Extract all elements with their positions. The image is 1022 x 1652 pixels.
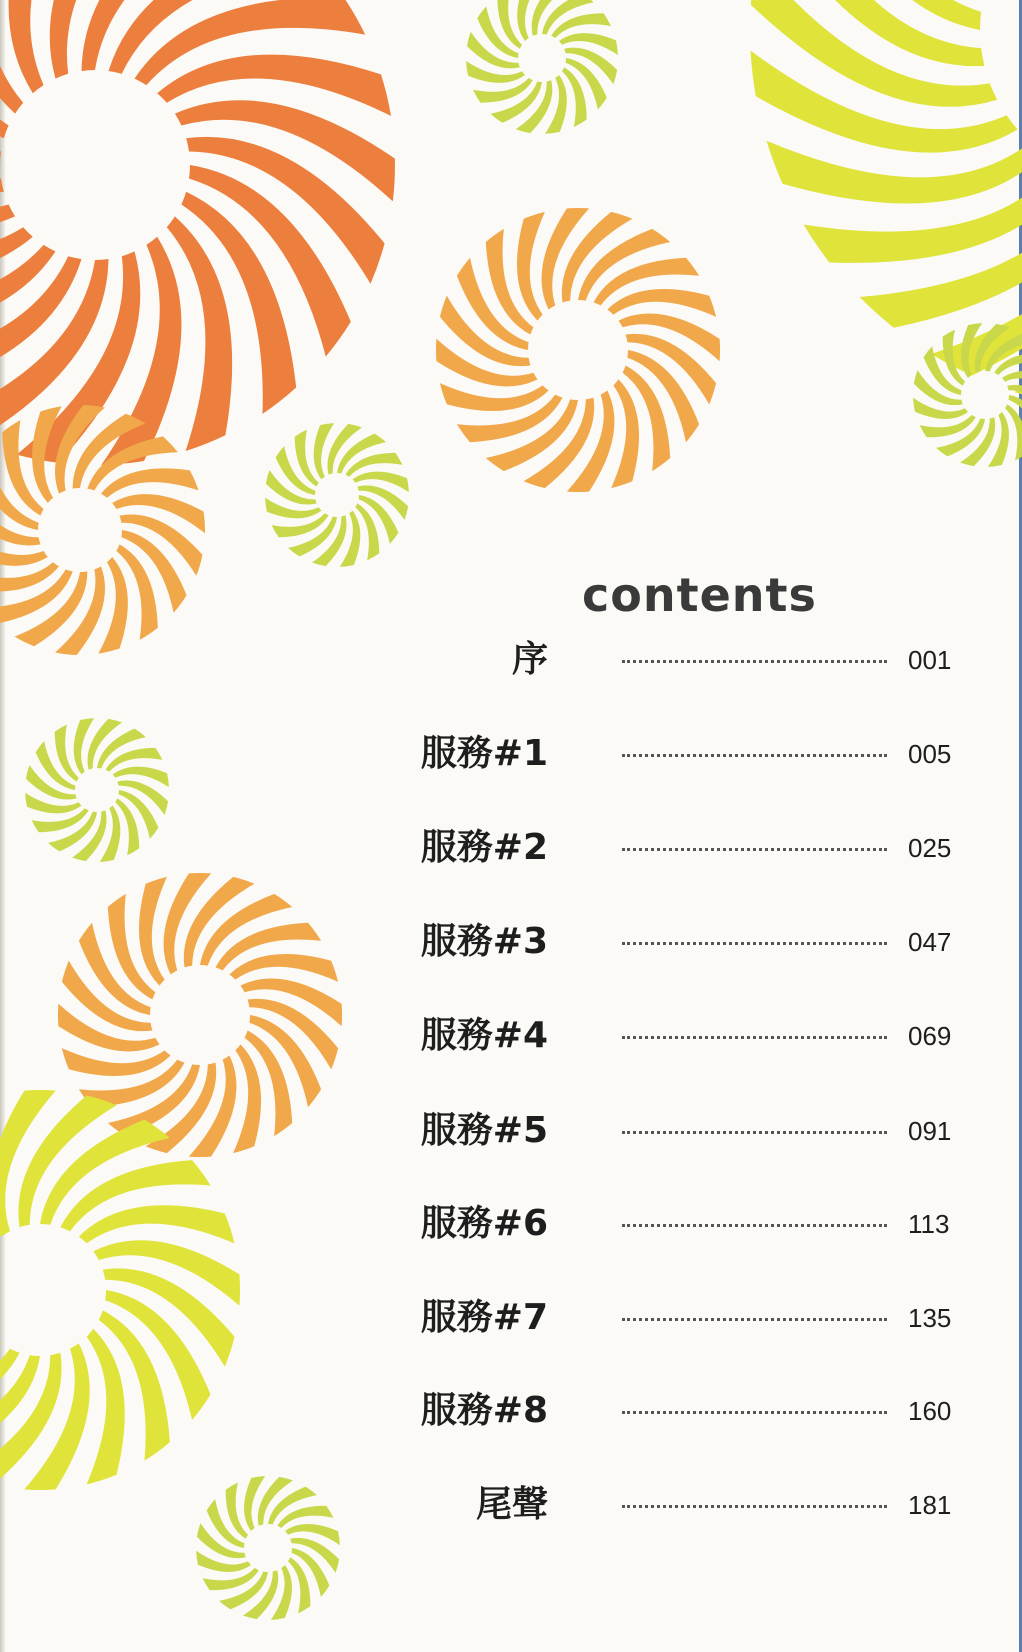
- swirl-ring: [0, 0, 395, 465]
- toc-entry-title: 服務#3: [420, 921, 548, 962]
- toc-entry-page-number: 069: [908, 1021, 952, 1051]
- toc-entry-title: 服務#7: [420, 1297, 548, 1338]
- toc-leader-dots: [622, 1505, 887, 1508]
- swirl-stripe: [87, 1329, 125, 1485]
- toc-entry-page-number: 001: [908, 645, 952, 675]
- toc-entry-page-number: 047: [908, 927, 952, 957]
- swirl-stripe: [517, 212, 545, 321]
- swirl-stripe: [767, 141, 1022, 204]
- toc-entry-title: 服務#4: [420, 1015, 548, 1056]
- toc-entry-page-number: 160: [908, 1396, 952, 1426]
- toc-entry[interactable]: [420, 917, 960, 967]
- swirl-ring: [196, 1476, 340, 1620]
- toc-leader-dots: [622, 1318, 887, 1321]
- swirl-ring: [913, 323, 1022, 467]
- toc-entry[interactable]: [420, 1011, 960, 1061]
- toc-entry-title: 服務#5: [420, 1110, 548, 1151]
- toc-entry-title: 服務#2: [420, 827, 548, 868]
- swirl-stripe: [607, 289, 716, 317]
- toc-leader-dots: [622, 754, 887, 757]
- toc-entry[interactable]: [420, 1199, 960, 1249]
- swirl-stripe: [440, 383, 549, 411]
- swirl-stripe: [0, 129, 15, 230]
- swirl-ring: [265, 423, 409, 567]
- toc-entry-page-number: 135: [908, 1303, 952, 1333]
- swirl-stripe: [101, 468, 199, 497]
- toc-leader-dots: [622, 1036, 887, 1039]
- toc-entry[interactable]: [420, 1106, 960, 1156]
- toc-leader-dots: [622, 1131, 887, 1134]
- toc-leader-dots: [622, 848, 887, 851]
- toc-entry-page-number: 181: [908, 1490, 952, 1520]
- contents-title: contents: [582, 568, 817, 622]
- toc-leader-dots: [622, 1224, 887, 1227]
- toc-entry-page-number: 025: [908, 833, 952, 863]
- toc-entry-title: 尾聲: [475, 1484, 548, 1525]
- toc-entry-title: 序: [511, 639, 548, 680]
- toc-entry-title: 服務#1: [420, 733, 548, 774]
- toc-entry[interactable]: [420, 1293, 960, 1343]
- swirl-stripe: [611, 379, 639, 488]
- toc-leader-dots: [622, 1411, 887, 1414]
- toc-leader-dots: [622, 660, 887, 663]
- swirl-stripe: [0, 562, 59, 591]
- toc-entry[interactable]: [420, 823, 960, 873]
- swirl-ring: [436, 208, 720, 492]
- swirl-stripe: [9, 0, 89, 93]
- toc-entry-title: 服務#6: [420, 1203, 548, 1244]
- swirl-stripe: [62, 1048, 171, 1076]
- swirl-stripe: [79, 1205, 235, 1243]
- toc-entry-page-number: 113: [908, 1209, 950, 1239]
- swirl-ring: [0, 405, 205, 655]
- swirl-stripe: [139, 877, 167, 986]
- toc-leader-dots: [622, 942, 887, 945]
- toc-entry[interactable]: [420, 1386, 960, 1436]
- swirl-stripe: [233, 1044, 261, 1153]
- swirl-stripe: [229, 954, 338, 982]
- toc-entry-title: 服務#8: [420, 1390, 548, 1431]
- swirl-ring: [466, 0, 618, 134]
- toc-entry-page-number: 091: [908, 1116, 952, 1146]
- swirl-ring: [25, 718, 169, 862]
- toc-entry[interactable]: [440, 1480, 960, 1530]
- toc-entry[interactable]: [420, 729, 960, 779]
- toc-entry-page-number: 005: [908, 739, 952, 769]
- toc-entry[interactable]: [440, 635, 960, 685]
